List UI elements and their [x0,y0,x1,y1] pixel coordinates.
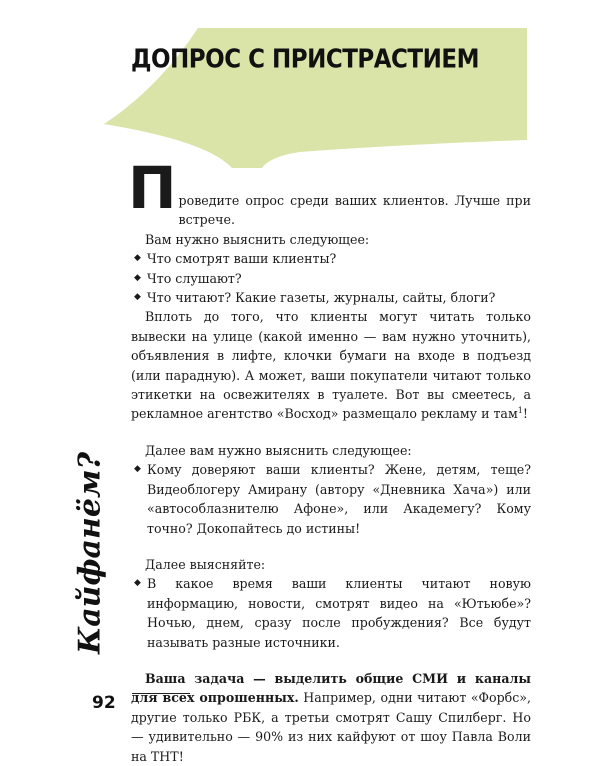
paragraph-3: Далее вам нужно выяснить следующее: [145,442,412,458]
paragraph-1: Вам нужно выяснить следующее: [145,231,370,247]
green-accent-shape [0,0,600,175]
list-item: ◆ В какое время ваши клиенты читают новую информацию, новости, смотрят видео на «Ютьюбе»? Ночью, днем, сразу после пробуждения? Все будут называть разные источники. [131,574,531,652]
page-number: 92 [92,693,116,713]
list-item: ◆ Что слушают? [131,269,531,288]
intro-text: роведите опрос среди ваших клиентов. Лучше при встрече. [178,193,531,228]
paragraph-5-bold: Ваша задача — выделить общие СМИ и каналы для всех опрошенных. [131,670,531,706]
sidebar-label-text: Кайфанём? [72,451,108,654]
paragraph-2 [131,307,531,423]
list-item: ◆ Что читают? Какие газеты, журналы, сайты, блоги? [131,288,531,307]
bullet-list-2 [131,460,531,538]
paragraph-5-text: Например, одни читают «Форбс», другие только РБК, а третьи смотрят Сашу Спилберг. Но — удивительно — 90% из них кайфуют от шоу Павла Воли на ТНТ! [131,690,531,764]
paragraph-4: Далее выясняйте: [145,556,266,572]
bullet-list-3 [131,574,531,652]
list-item: ◆ Что смотрят ваши клиенты? [131,249,531,268]
intro-paragraph [128,154,531,230]
body-text [128,154,531,766]
drop-cap: П [128,154,177,222]
bullet-list-1 [131,249,531,307]
paragraph-2-text: Вплоть до того, что клиенты могут читать только вывески на улице (какой именно — вам нужно уточнить), объявления в лифте, клочки бумаги на входе в подъезд (или парадную). А может, ваши покупатели читают только этикетки на освежителях в туалете. Вот вы смеетесь, а рекламное агентство «Восход» размещало рекламу и там [131,309,531,422]
paragraph-2-end: ! [522,406,528,422]
footnote-marker: 1 [517,406,523,416]
section-heading: ДОПРОС С ПРИСТРАСТИЕМ [131,45,479,75]
footer-rule [132,693,190,694]
list-item: ◆ Кому доверяют ваши клиенты? Жене, детям, теще? Видеоблогеру Амирану (автору «Дневника Хача») или «автособлазнителю Афоне», или Академегу? Кому точно? Докопайтесь до истины! [131,460,531,538]
vertical-sidebar-label [55,451,125,654]
paragraph-5 [131,669,531,766]
